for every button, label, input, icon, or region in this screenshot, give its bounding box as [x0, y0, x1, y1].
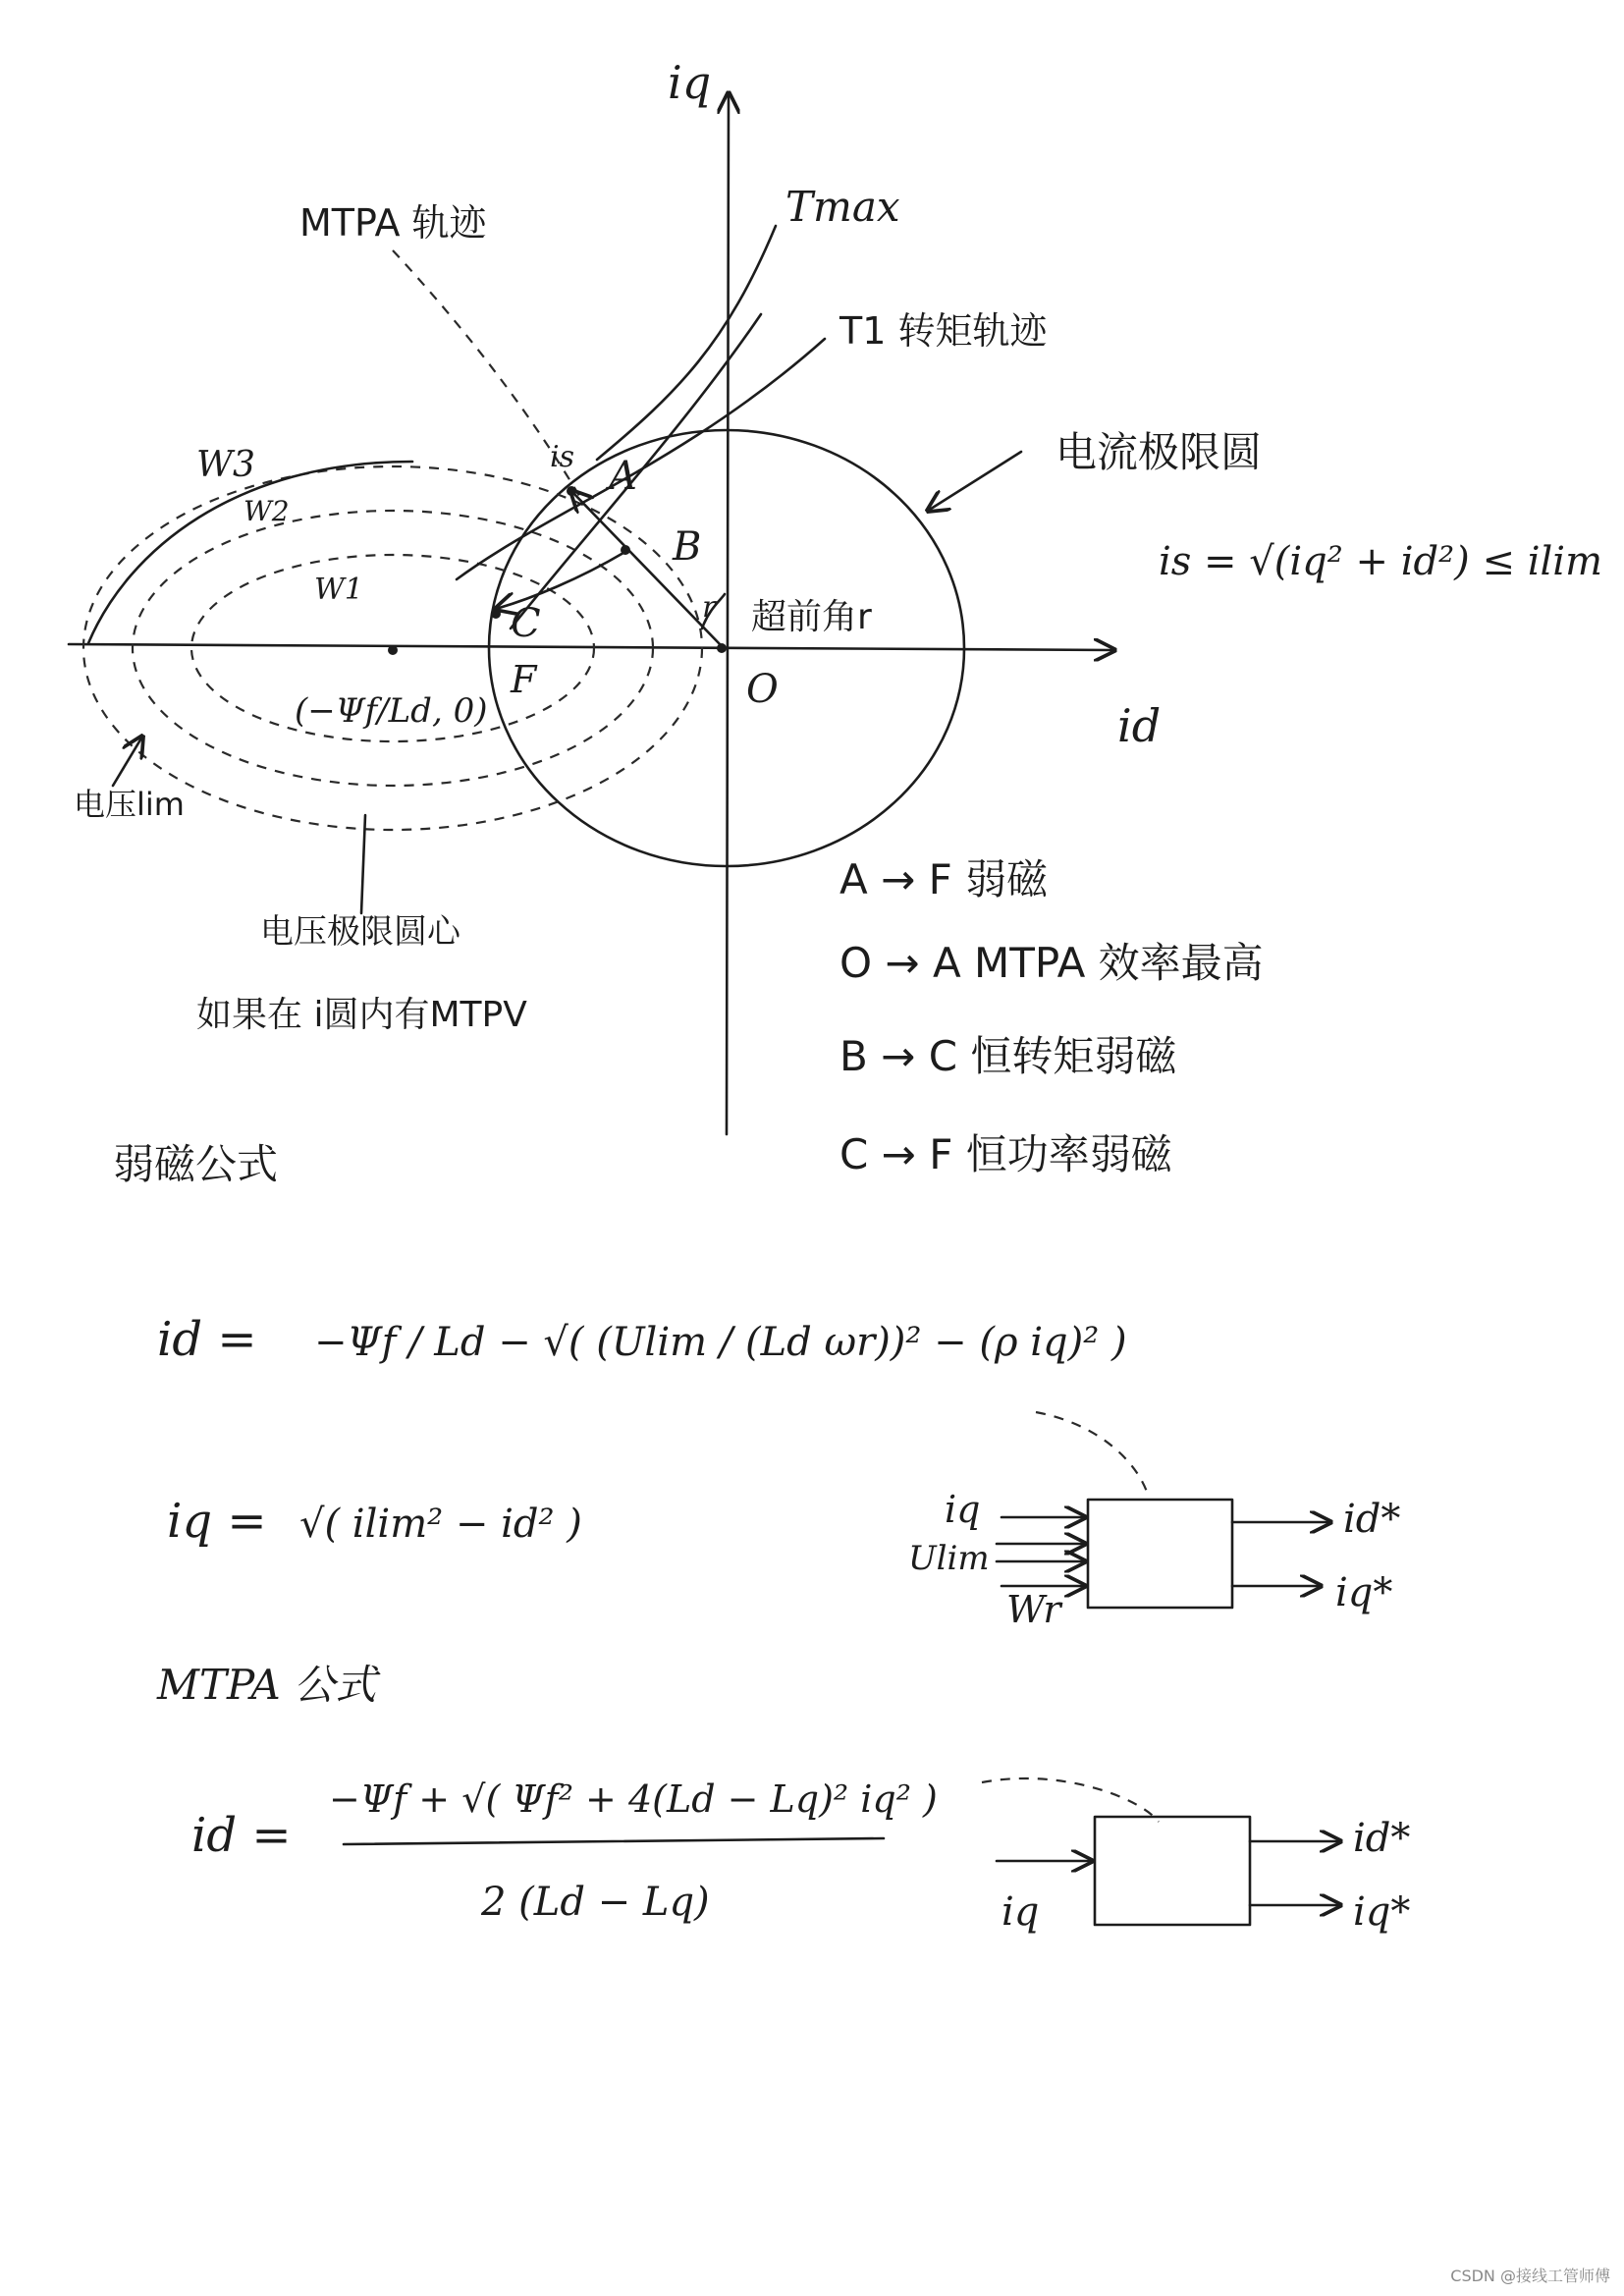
is-label: is: [550, 440, 574, 474]
trajectory-legend: [839, 855, 1264, 1178]
lead-angle-label: 超前角r: [751, 597, 872, 637]
mtpa-denominator: 2 (Ld − Lq): [481, 1880, 710, 1925]
weak-field-block-diagram: [908, 1412, 1400, 1631]
legend-item: C → F 恒功率弱磁: [839, 1130, 1172, 1178]
point-a-label: A: [609, 454, 637, 499]
mtpa-trajectory-label: MTPA 轨迹: [299, 201, 487, 245]
phasor-diagram: [69, 56, 1602, 1134]
w2-label: W2: [244, 495, 290, 527]
mtpa-id-lhs: id =: [191, 1808, 292, 1863]
iq-axis: [727, 93, 729, 1134]
w1-label: W1: [314, 573, 363, 607]
mtpa-block-in-label: iq: [1001, 1889, 1040, 1935]
mtpa-numerator: −Ψf + √( Ψf² + 4(Ld − Lq)² iq² ): [329, 1777, 938, 1821]
id-axis: [69, 644, 1114, 650]
voltage-center-dot: [388, 645, 398, 655]
w3-label: W3: [196, 445, 255, 485]
point-o-dot: [717, 643, 727, 653]
weak-field-iq-lhs: iq =: [167, 1494, 267, 1549]
legend-item: O → A MTPA 效率最高: [839, 939, 1264, 987]
mtpv-note: 如果在 i圆内有MTPV: [196, 995, 527, 1035]
block-out-iq-label: iq*: [1335, 1570, 1393, 1615]
block-in-ulim-label: Ulim: [908, 1539, 990, 1578]
legend-item: A → F 弱磁: [839, 855, 1049, 903]
tmax-label: Tmax: [785, 183, 900, 231]
mtpa-fraction-bar: [344, 1838, 884, 1844]
point-f-label: F: [511, 658, 537, 701]
point-c-dot: [491, 609, 501, 619]
voltage-lim-pointer: [113, 737, 142, 786]
weak-field-iq-rhs: √( ilim² − id² ): [299, 1502, 582, 1547]
mtpa-heading: MTPA 公式: [157, 1661, 377, 1709]
t1-torque-curve: [457, 339, 825, 579]
id-axis-label: id: [1117, 699, 1162, 752]
point-b-label: B: [673, 524, 702, 570]
block-in-iq-label: iq: [945, 1488, 981, 1531]
watermark: CSDN @接线工管师傅: [1450, 2267, 1610, 2285]
point-c-label: C: [511, 601, 541, 646]
voltage-center-text: 电压极限圆心: [260, 912, 460, 952]
voltage-ellipse-outer-left: [88, 462, 412, 643]
weakening-path-c: [496, 550, 628, 609]
point-b-dot: [621, 545, 630, 555]
current-circle-label: 电流极限圆: [1056, 428, 1263, 476]
legend-item: B → C 恒转矩弱磁: [839, 1032, 1177, 1080]
current-circle-pointer: [928, 452, 1021, 511]
weak-field-id-lhs: id =: [157, 1312, 257, 1367]
current-limit-formula: is = √(iq² + id²) ≤ ilim: [1159, 539, 1603, 584]
mtpa-block: [1095, 1817, 1250, 1925]
mtpa-block-diagram: [982, 1778, 1410, 1935]
mtpa-block-out-id-label: id*: [1353, 1816, 1411, 1861]
point-o-label: O: [746, 667, 779, 712]
voltage-center-pointer: [361, 815, 365, 913]
block-in-wr-label: Wr: [1006, 1588, 1061, 1631]
weak-field-heading: 弱磁公式: [113, 1140, 279, 1188]
voltage-lim-label: 电压lim: [74, 786, 185, 823]
mtpa-block-pointer: [982, 1778, 1159, 1822]
weak-field-block: [1088, 1500, 1232, 1608]
mtpa-section: [156, 1661, 1410, 1935]
weak-field-section: [113, 1140, 1400, 1631]
iq-axis-label: iq: [668, 56, 712, 109]
tmax-curve-upper: [597, 226, 776, 460]
mtpa-block-out-iq-label: iq*: [1353, 1889, 1411, 1935]
r-label: r: [702, 590, 717, 625]
weak-field-id-rhs: −Ψf / Ld − √( (Ulim / (Ld ωr))² − (ρ iq)² ): [314, 1320, 1127, 1365]
block-pointer: [1036, 1412, 1149, 1498]
voltage-center-label: (−Ψf/Ld, 0): [295, 691, 488, 731]
block-out-id-label: id*: [1343, 1497, 1401, 1542]
point-a-dot: [567, 486, 576, 496]
t1-label: T1 转矩轨迹: [839, 309, 1048, 353]
